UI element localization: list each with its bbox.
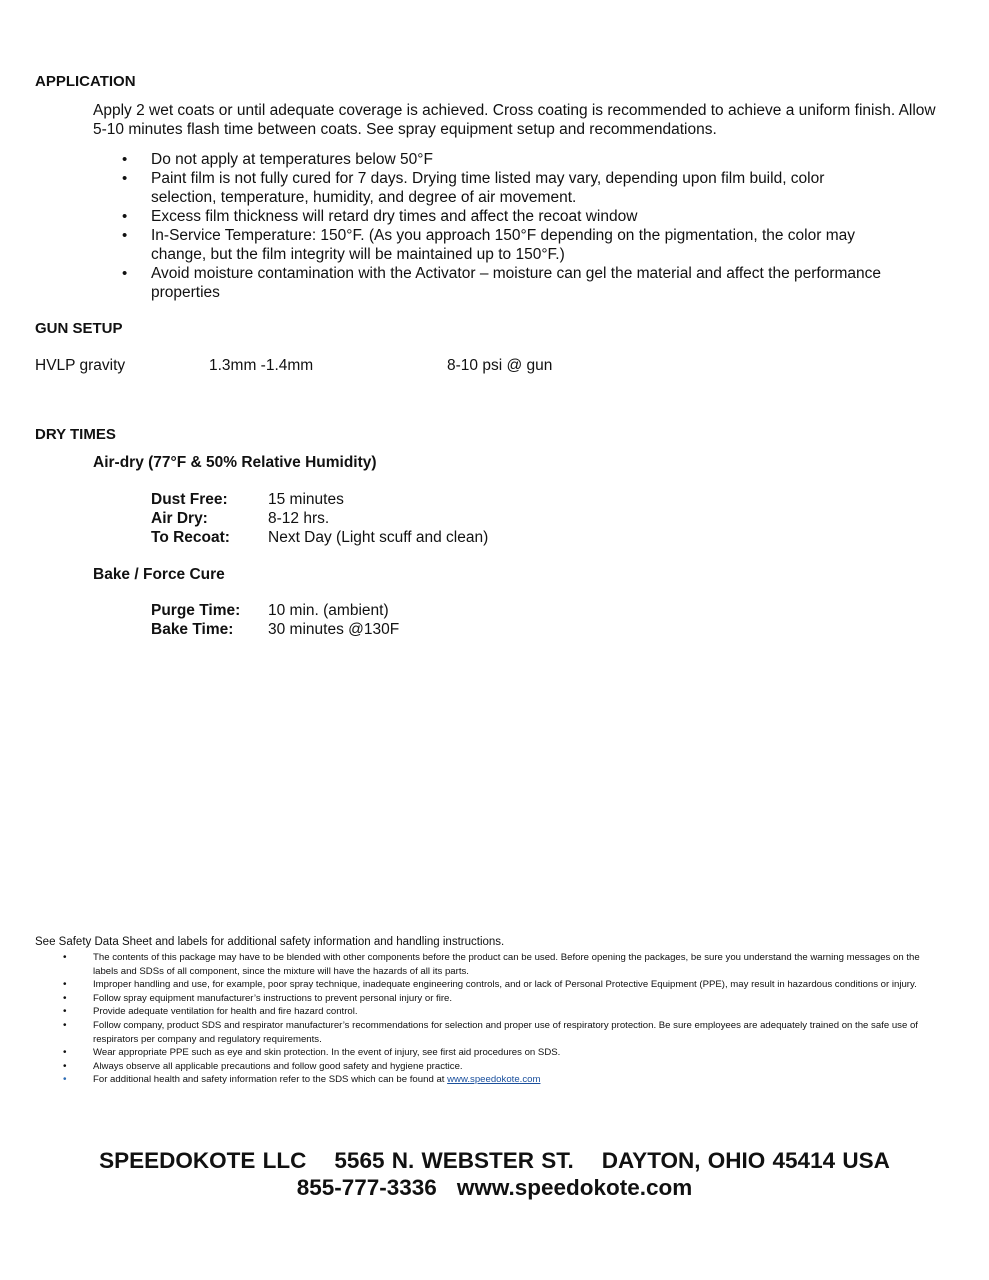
list-item bbox=[35, 1073, 945, 1087]
dry-row-label: To Recoat: bbox=[151, 529, 230, 546]
list-item: • Follow spray equipment manufacturer’s instructions to prevent personal injury or fire. bbox=[35, 992, 945, 1006]
footer-website: www.speedokote.com bbox=[456, 1175, 693, 1200]
website-link[interactable]: www.speedokote.com bbox=[447, 1074, 541, 1086]
dry-row-value: 15 minutes bbox=[268, 491, 344, 508]
list-item: • The contents of this package may have to be blended with other components before the product can be used. Before opening the packages, be sure you understand the warning messages on the labels and SDSs of all component, since the mixture will have the hazards of all its parts. bbox=[35, 951, 945, 978]
footer-contact-line bbox=[0, 1175, 989, 1201]
list-item: • Do not apply at temperatures below 50°F bbox=[93, 150, 893, 169]
dry-row-value: 30 minutes @130F bbox=[268, 621, 400, 638]
dry-row-label: Air Dry: bbox=[151, 510, 208, 527]
list-item: • Always observe all applicable precautions and follow good safety and hygiene practice. bbox=[35, 1060, 945, 1074]
gun-pressure: 8-10 psi @ gun bbox=[447, 357, 553, 374]
dry-row-value: 10 min. (ambient) bbox=[268, 602, 389, 619]
list-item: • Provide adequate ventilation for health and fire hazard control. bbox=[35, 1005, 945, 1019]
dry-times-heading: DRY TIMES bbox=[35, 426, 116, 443]
dry-row-label: Dust Free: bbox=[151, 491, 228, 508]
list-item: • Excess film thickness will retard dry times and affect the recoat window bbox=[93, 207, 893, 226]
street-address: 5565 N. WEBSTER ST. bbox=[334, 1148, 574, 1173]
dry-row-value: Next Day (Light scuff and clean) bbox=[268, 529, 489, 546]
gun-setup-heading: GUN SETUP bbox=[35, 320, 123, 337]
dry-row-recoat bbox=[151, 529, 488, 547]
dry-row-value: 8-12 hrs. bbox=[268, 510, 330, 527]
list-item: • Follow company, product SDS and respirator manufacturer’s recommendations for selection and proper use of respiratory protection. Be sure employees are adequately trained on the safe use of respirators per company and regulatory requirements. bbox=[35, 1019, 945, 1046]
phone-number: 855-777-3336 bbox=[296, 1175, 437, 1200]
application-heading: APPLICATION bbox=[35, 73, 136, 90]
dry-row-dust-free bbox=[151, 491, 344, 509]
dry-row-air-dry bbox=[151, 510, 329, 528]
footer-address-line bbox=[0, 1148, 989, 1174]
dry-row-purge-time bbox=[151, 602, 389, 620]
dry-row-label: Purge Time: bbox=[151, 602, 241, 619]
list-item: • Wear appropriate PPE such as eye and skin protection. In the event of injury, see first aid procedures on SDS. bbox=[35, 1046, 945, 1060]
list-item: • Paint film is not fully cured for 7 days. Drying time listed may vary, depending upon film build, color selection, temperature, humidity, and degree of air movement. bbox=[93, 169, 893, 207]
safety-bullet-list bbox=[35, 951, 945, 1087]
dry-row-bake-time bbox=[151, 621, 399, 639]
list-item: • In-Service Temperature: 150°F. (As you approach 150°F depending on the pigmentation, the color may change, but the film integrity will be maintained up to 150°F.) bbox=[93, 226, 893, 264]
bake-heading: Bake / Force Cure bbox=[93, 566, 225, 583]
list-item: • Improper handling and use, for example, poor spray technique, inadequate engineering controls, and or lack of Personal Protective Equipment (PPE), may result in hazardous conditions or injury. bbox=[35, 978, 945, 992]
application-bullet-list bbox=[93, 150, 893, 302]
city-state-zip: DAYTON, OHIO 45414 USA bbox=[601, 1148, 890, 1173]
dry-row-label: Bake Time: bbox=[151, 621, 234, 638]
gun-type: HVLP gravity bbox=[35, 357, 126, 374]
application-paragraph: Apply 2 wet coats or until adequate coverage is achieved. Cross coating is recommended to achieve a uniform finish. Allow 5-10 minutes flash time between coats. See spray equipment setup and recommendations. bbox=[93, 102, 936, 138]
air-dry-heading: Air-dry (77°F & 50% Relative Humidity) bbox=[93, 454, 377, 471]
sds-reference-text: For additional health and safety information refer to the SDS which can be found at bbox=[93, 1074, 448, 1086]
company-name: SPEEDOKOTE LLC bbox=[99, 1148, 307, 1173]
safety-intro: See Safety Data Sheet and labels for additional safety information and handling instructions. bbox=[35, 936, 505, 948]
list-item: • Avoid moisture contamination with the Activator – moisture can gel the material and affect the performance properties bbox=[93, 264, 893, 302]
gun-tip-size: 1.3mm -1.4mm bbox=[209, 357, 314, 374]
